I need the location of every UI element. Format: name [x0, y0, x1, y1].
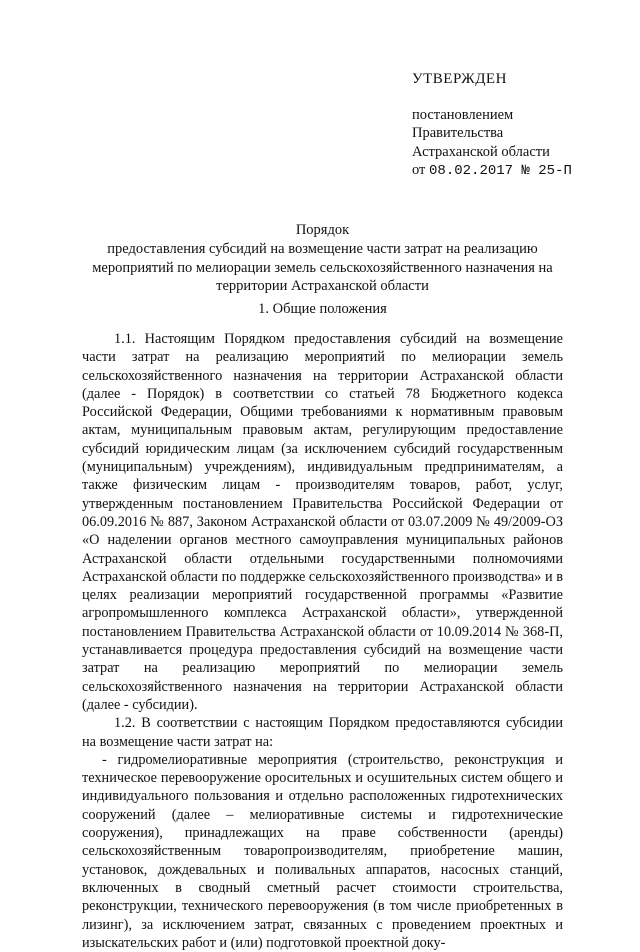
approval-line-government: Правительства [412, 125, 504, 141]
approval-line-region: Астраханской области [412, 143, 550, 160]
paragraph-1-2: 1.2. В соответствии с настоящим Порядком предоставляются субсидии на возмещение части затрат на: [82, 715, 563, 750]
approval-block [412, 70, 572, 181]
document-subtitle: предоставления субсидий на возмещение части затрат на реализацию мероприятий по мелиорации земель сельскохозяйственного назначения на территории Астраханской области [92, 241, 553, 294]
paragraph-1-1: 1.1. Настоящим Порядком предоставления субсидий на возмещение части затрат на реализацию мероприятий по мелиорации земель сельскохозяйственного назначения на территории Астраханской области (далее - Порядок) в соответствии со статьей 78 Бюджетного кодекса Российской Федерации, Общими требованиями к нормативным правовым актам, муниципальным правовым актам, регулирующим предоставление субсидий юридическим лицам (за исключением субсидий государственным (муниципальным) учреждениям), индивидуальным предпринимателям, а также физическим лицам - производителям товаров, работ, услуг, утвержденным постановлением Правительства Российской Федерации от 06.09.2016 № 887, Законом Астраханской области от 03.07.2009 № 49/2009-ОЗ «О наделении органов местного самоуправления муниципальных районов Астраханской области отдельными государственными полномочиями Астраханской области по поддержке сельскохозяйственного производства» и в целях реализации мероприятий государственной программы «Развитие агропромышленного комплекса Астраханской области», утвержденной постановлением Правительства Астраханской области от 10.09.2014 № 368-П, устанавливается процедура предоставления субсидий на возмещение части затрат на реализацию мероприятий по мелиорации земель сельскохозяйственного назначения на территории Астраханской области (далее - субсидии). [82, 331, 563, 713]
approval-date-value: 08.02.2017 № 25-П [429, 163, 572, 179]
section-heading: 1. Общие положения [258, 301, 387, 317]
approval-title: УТВЕРЖДЕН [412, 71, 507, 87]
approval-date-prefix: от [412, 162, 430, 178]
document-title: Порядок [295, 222, 350, 238]
list-item-hydromelioration: - гидромелиоративные мероприятия (строительство, реконструкция и техническое перевооружение оросительных и осушительных систем общего и индивидуального пользования и отдельно расположенных гидротехнических сооружений (далее – мелиоративные системы и гидротехнические сооружения), принадлежащих на праве собственности (аренды) сельскохозяйственным товаропроизводителям, приобретение машин, установок, дождевальных и поливальных аппаратов, насосных станций, включенных в сводный сметный расчет стоимости строительства, реконструкции, технического перевооружения (в том числе приобретенных в лизинг), за исключением затрат, связанных с проведением проектных и изыскательских работ и (или) подготовкой проектной доку- [82, 751, 563, 951]
approval-date-line [412, 161, 572, 181]
approval-line-resolution: постановлением [412, 106, 514, 123]
document-body [82, 330, 563, 952]
